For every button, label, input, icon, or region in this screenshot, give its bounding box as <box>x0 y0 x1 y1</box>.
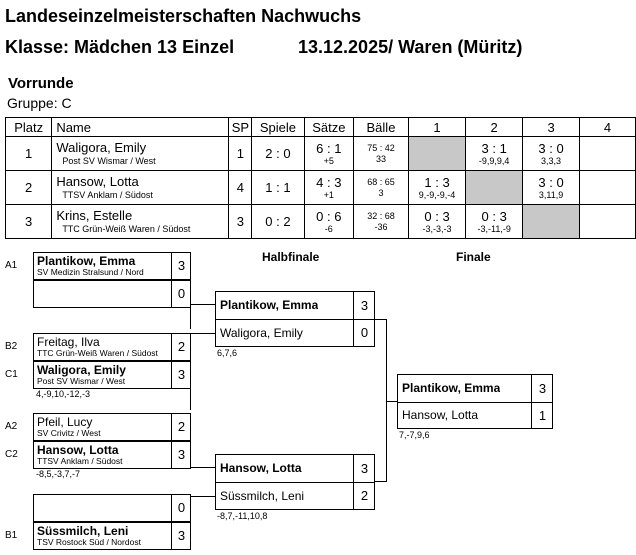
player-cell <box>52 137 229 171</box>
player-club: TTSV Anklam / Südost <box>62 190 153 200</box>
match-score: 0 : 3 <box>481 208 507 224</box>
group-name: Gruppe: C <box>7 95 72 111</box>
seed-label: C2 <box>5 449 18 460</box>
seed-label: A2 <box>5 421 18 432</box>
semifinal-1-sets: 6,7,6 <box>217 348 238 358</box>
platz-cell: 3 <box>6 205 52 239</box>
saetze-cell <box>304 205 353 239</box>
baelle-diff: 33 <box>375 153 386 164</box>
box-divider <box>398 402 552 403</box>
player-cell <box>52 205 229 239</box>
player-score: 3 <box>171 442 191 468</box>
player-score: 3 <box>353 455 375 482</box>
match-cell <box>523 137 580 171</box>
round1-slot <box>33 252 191 280</box>
bracket-connector <box>190 333 191 359</box>
baelle-value: 75 : 42 <box>367 142 395 153</box>
player-club: Post SV Wismar / West <box>37 376 126 386</box>
player-name: Hansow, Lotta <box>37 444 119 457</box>
col-header: Name <box>52 118 229 137</box>
player-name: Plantikow, Emma <box>220 299 319 312</box>
col-header: Spiele <box>252 118 304 137</box>
spiele-cell: 2 : 0 <box>252 137 304 171</box>
player-club: TSV Rostock Süd / Nordost <box>37 537 141 547</box>
player-score: 0 <box>353 320 375 346</box>
seed-label: C1 <box>5 369 18 380</box>
match-cell <box>408 205 465 239</box>
baelle-diff: -36 <box>374 221 388 232</box>
final-title: Finale <box>456 250 491 264</box>
baelle-value: 32 : 68 <box>367 210 395 221</box>
saetze-diff: +5 <box>323 155 334 166</box>
semifinal-2-sets: -8,7,-11,10,8 <box>217 511 268 521</box>
match-cell <box>466 137 523 171</box>
spiele-cell: 0 : 2 <box>252 205 304 239</box>
saetze-cell <box>304 171 353 205</box>
player-name: Hansow, Lotta <box>56 174 139 189</box>
player-score: 0 <box>171 495 191 521</box>
self-match-cell <box>466 171 523 205</box>
round1-slot <box>33 522 191 550</box>
player-name: Waligora, Emily <box>220 327 303 340</box>
bracket-connector <box>190 496 191 536</box>
match-sets: -3,-3,-3 <box>422 223 452 234</box>
player-name: Waligora, Emily <box>56 140 147 155</box>
baelle-cell <box>354 171 409 205</box>
col-header: SP <box>229 118 252 137</box>
round1-slot <box>33 361 191 389</box>
table-row <box>6 171 636 205</box>
col-header: 3 <box>523 118 580 137</box>
round1-slot <box>33 494 191 522</box>
class-title: Klasse: Mädchen 13 Einzel <box>5 37 235 57</box>
player-score: 2 <box>353 483 375 509</box>
match-cell <box>579 137 635 171</box>
baelle-diff: 3 <box>378 187 384 198</box>
seed-label: B2 <box>5 341 18 352</box>
player-score: 0 <box>171 281 191 307</box>
bracket-connector <box>190 333 215 334</box>
round1-slot <box>33 333 191 361</box>
table-row <box>6 205 636 239</box>
match-cell <box>466 205 523 239</box>
player-club: Post SV Wismar / West <box>62 156 156 166</box>
self-match-cell <box>408 137 465 171</box>
player-name: Krins, Estelle <box>56 208 133 223</box>
match-score: 3 : 0 <box>538 140 564 156</box>
player-club: TTSV Anklam / Südost <box>37 456 123 466</box>
col-header: 4 <box>579 118 635 137</box>
semifinal-match-2 <box>215 454 375 510</box>
col-header: Platz <box>6 118 52 137</box>
match-cell <box>523 171 580 205</box>
player-club: SV Medizin Stralsund / Nord <box>37 267 144 277</box>
stage-title: Vorrunde <box>8 75 74 92</box>
sp-cell: 4 <box>229 171 252 205</box>
seed-label: B1 <box>5 530 18 541</box>
bracket-connector <box>190 304 215 305</box>
match-score: 1 : 3 <box>424 174 450 190</box>
player-score: 1 <box>531 403 553 428</box>
match-cell <box>408 171 465 205</box>
player-name: Pfeil, Lucy <box>37 416 93 429</box>
final-sets: 7,-7,9,6 <box>399 430 430 440</box>
player-name: Süssmilch, Leni <box>37 525 129 538</box>
match-sets: 3,3,3 <box>541 155 562 166</box>
player-score: 3 <box>171 362 191 388</box>
col-header: 1 <box>408 118 465 137</box>
col-header: Sätze <box>304 118 353 137</box>
platz-cell: 1 <box>6 137 52 171</box>
saetze-diff: -6 <box>324 223 333 234</box>
self-match-cell <box>523 205 580 239</box>
saetze-value: 6 : 1 <box>316 140 342 156</box>
bracket-connector <box>386 319 387 402</box>
bracket-connector <box>190 496 215 497</box>
player-score: 3 <box>353 292 375 319</box>
col-header: Bälle <box>354 118 409 137</box>
player-club: TTC Grün-Weiß Waren / Südost <box>62 224 191 234</box>
platz-cell: 2 <box>6 171 52 205</box>
player-score: 3 <box>171 253 191 279</box>
player-name: Hansow, Lotta <box>402 409 479 422</box>
match-cell <box>579 205 635 239</box>
player-score: 3 <box>531 375 553 402</box>
sp-cell: 3 <box>229 205 252 239</box>
box-divider <box>216 482 374 483</box>
sp-cell: 1 <box>229 137 252 171</box>
semifinal-match-1 <box>215 291 375 347</box>
player-name: Waligora, Emily <box>37 364 126 377</box>
final-match <box>397 374 553 429</box>
player-name: Süssmilch, Leni <box>220 490 305 503</box>
match-sets: 4,-9,10,-12,-3 <box>36 389 91 399</box>
match-sets: -3,-11,-9 <box>477 223 511 234</box>
player-score: 2 <box>171 414 191 440</box>
spiele-cell: 1 : 1 <box>252 171 304 205</box>
page-title: Landeseinzelmeisterschaften Nachwuchs <box>5 6 362 26</box>
player-name: Freitag, Ilva <box>37 336 100 349</box>
player-name: Plantikow, Emma <box>402 382 501 395</box>
player-score: 3 <box>171 523 191 549</box>
player-cell <box>52 171 229 205</box>
saetze-cell <box>304 137 353 171</box>
saetze-diff: +1 <box>323 189 334 200</box>
box-divider <box>216 319 374 320</box>
match-sets: -8,5,-3,7,-7 <box>36 469 81 479</box>
match-cell <box>579 171 635 205</box>
match-sets: 3,11,9 <box>538 189 564 200</box>
group-result-table <box>5 117 636 239</box>
semifinal-title: Halbfinale <box>262 250 320 264</box>
saetze-value: 0 : 6 <box>316 208 342 224</box>
baelle-value: 68 : 65 <box>367 176 395 187</box>
match-score: 3 : 0 <box>538 174 564 190</box>
match-score: 0 : 3 <box>424 208 450 224</box>
table-header-row <box>6 118 636 137</box>
player-name: Plantikow, Emma <box>37 255 136 268</box>
player-club: TTC Grün-Weiß Waren / Südost <box>37 348 158 358</box>
player-score: 2 <box>171 334 191 360</box>
table-row <box>6 137 636 171</box>
round1-slot <box>33 441 191 469</box>
bracket-connector <box>386 401 387 482</box>
saetze-value: 4 : 3 <box>316 174 342 190</box>
seed-label: A1 <box>5 260 18 271</box>
bracket-connector <box>190 439 191 468</box>
match-sets: 9,-9,-9,-4 <box>418 189 456 200</box>
round1-slot <box>33 280 191 308</box>
col-header: 2 <box>466 118 523 137</box>
match-score: 3 : 1 <box>481 140 507 156</box>
match-sets: -9,9,9,4 <box>478 155 510 166</box>
baelle-cell <box>354 205 409 239</box>
round1-slot <box>33 413 191 441</box>
date-place: 13.12.2025/ Waren (Müritz) <box>298 37 523 57</box>
bracket-connector <box>190 358 191 410</box>
bracket-connector <box>190 467 215 468</box>
player-name: Hansow, Lotta <box>220 462 302 475</box>
player-club: SV Crivitz / West <box>37 428 101 438</box>
baelle-cell <box>354 137 409 171</box>
